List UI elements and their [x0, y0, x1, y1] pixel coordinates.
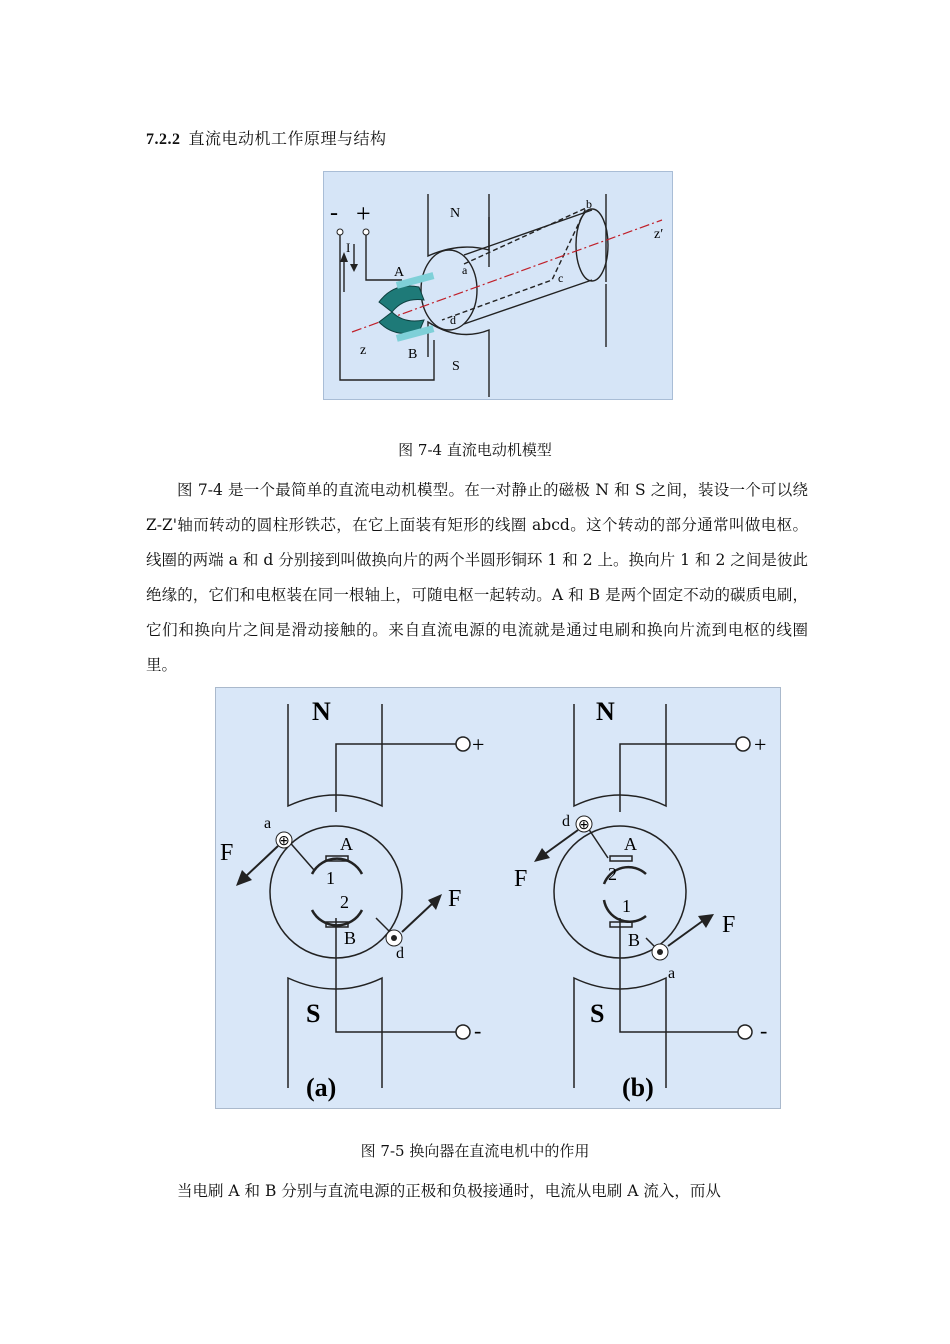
panel-a-cond-bottom: d	[396, 945, 404, 962]
figure-7-5-caption: 图 7-5 换向器在直流电机中的作用	[360, 1142, 590, 1160]
panel-b-brush-a: A	[624, 834, 637, 854]
panel-a-seg-top: 1	[326, 868, 335, 888]
plus-label: +	[356, 199, 371, 228]
panel-b-force-left: F	[514, 866, 528, 892]
panel-a-minus: -	[474, 1018, 482, 1043]
section-number: 7.2.2	[146, 131, 181, 148]
figure-7-4-motor-model	[323, 171, 673, 400]
svg-text:⊕: ⊕	[278, 834, 290, 849]
north-label: N	[450, 206, 461, 221]
panel-a-cond-top: a	[264, 815, 272, 832]
brush-a-label: A	[394, 265, 405, 280]
panel-a-north: N	[312, 697, 331, 726]
figure-7-4-caption: 图 7-4 直流电动机模型	[398, 441, 552, 459]
paragraph-2: 当电刷 A 和 B 分别与直流电源的正极和负极接通时，电流从电刷 A 流入，而从	[177, 1182, 721, 1200]
panel-a-force-right: F	[448, 886, 462, 912]
zprime-label: z′	[654, 227, 664, 242]
panel-a	[220, 697, 484, 1102]
section-title: 直流电动机工作原理与结构	[188, 129, 387, 148]
coil-d-label: d	[450, 313, 456, 327]
panel-b-cond-top: d	[562, 813, 570, 830]
panel-a-seg-bottom: 2	[340, 892, 349, 912]
panel-b	[514, 697, 767, 1102]
panel-b-brush-b: B	[628, 930, 641, 950]
panel-b-north: N	[596, 697, 615, 726]
panel-a-brush-a: A	[340, 834, 353, 854]
coil-b-label: b	[586, 197, 592, 211]
z-label: z	[360, 343, 367, 358]
panel-b-cond-bottom: a	[668, 965, 676, 982]
panel-b-minus: -	[760, 1018, 768, 1043]
coil-c-label: c	[558, 271, 564, 285]
south-label: S	[452, 359, 460, 374]
panel-b-seg-bottom: 1	[622, 896, 631, 916]
svg-text:⊕: ⊕	[578, 818, 590, 833]
panel-b-south: S	[590, 999, 605, 1028]
panel-a-force-left: F	[220, 840, 234, 866]
panel-a-plus: +	[472, 732, 485, 757]
panel-a-south: S	[306, 999, 321, 1028]
panel-b-plus: +	[754, 732, 767, 757]
coil-a-label: a	[462, 263, 468, 277]
section-heading	[146, 126, 387, 149]
current-label: I	[346, 240, 351, 255]
minus-label: -	[330, 200, 338, 226]
panel-b-label: (b)	[622, 1073, 654, 1102]
paragraph-1: 图 7-4 是一个最简单的直流电动机模型。在一对静止的磁极 N 和 S 之间，装设一个可以绕 Z-Z'轴而转动的圆柱形铁芯，在它上面装有矩形的线圈 abcd。这个转动的部分通常叫做电枢。线圈的两端 a 和 d 分别接到叫做换向片的两个半圆形铜环 1 和 2 上。换向片 1 和 2 之间是彼此绝缘的，它们和电枢装在同一根轴上，可随电枢一起转动。A 和 B 是两个固定不动的碳质电刷，它们和换向片之间是滑动接触的。来自直流电源的电流就是通过电刷和换向片流到电枢的线圈里。	[146, 481, 808, 674]
panel-b-seg-top: 2	[608, 864, 617, 884]
panel-a-brush-b: B	[344, 928, 357, 948]
panel-b-force-right: F	[722, 912, 736, 938]
brush-b-label: B	[408, 347, 418, 362]
figure-7-5-commutator	[215, 687, 781, 1109]
panel-a-label: (a)	[306, 1073, 337, 1102]
